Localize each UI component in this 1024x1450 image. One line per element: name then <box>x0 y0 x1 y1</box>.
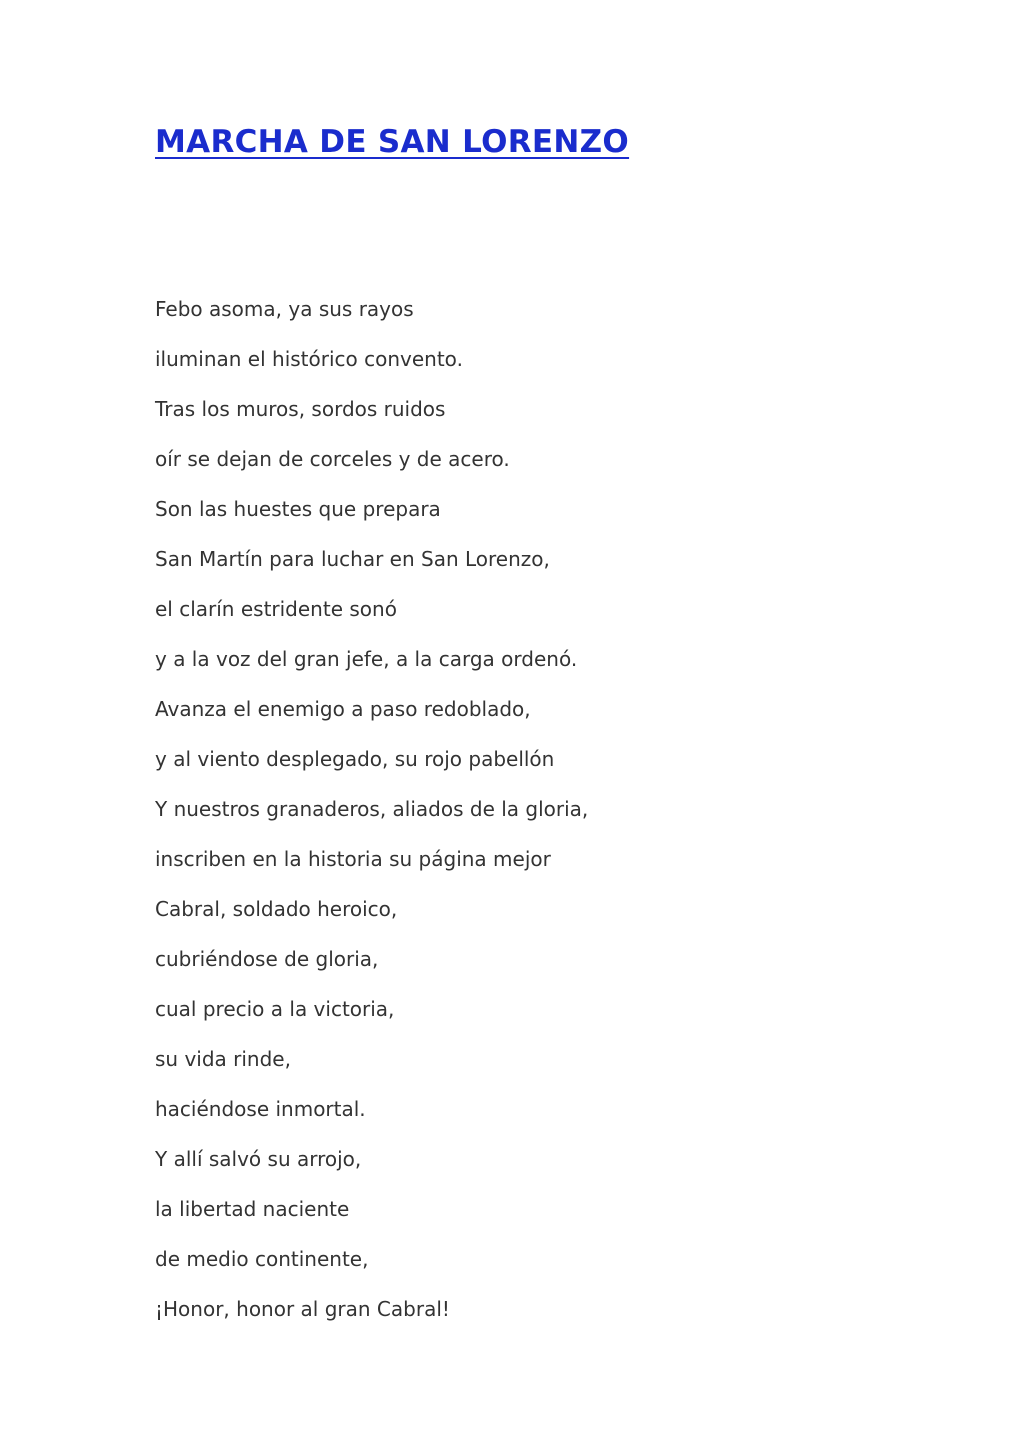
poem-verses <box>155 290 588 1340</box>
verse-line: y a la voz del gran jefe, a la carga ordenó. <box>155 647 578 671</box>
verse-line: Y allí salvó su arrojo, <box>155 1147 362 1171</box>
verse-line: Tras los muros, sordos ruidos <box>155 397 446 421</box>
verse-line: San Martín para luchar en San Lorenzo, <box>155 547 550 571</box>
verse-line: Son las huestes que prepara <box>155 497 441 521</box>
verse-line: Febo asoma, ya sus rayos <box>155 297 414 321</box>
verse-line: y al viento desplegado, su rojo pabellón <box>155 747 555 771</box>
verse-line: de medio continente, <box>155 1247 369 1271</box>
verse-line: Cabral, soldado heroico, <box>155 897 398 921</box>
verse-line: la libertad naciente <box>155 1197 350 1221</box>
verse-line: iluminan el histórico convento. <box>155 347 463 371</box>
verse-line: inscriben en la historia su página mejor <box>155 847 551 871</box>
verse-line: el clarín estridente sonó <box>155 597 397 621</box>
verse-line: cubriéndose de gloria, <box>155 947 379 971</box>
verse-line: cual precio a la victoria, <box>155 997 395 1021</box>
document-title-link[interactable]: MARCHA DE SAN LORENZO <box>155 124 630 160</box>
verse-line: Avanza el enemigo a paso redoblado, <box>155 697 531 721</box>
verse-line: Y nuestros granaderos, aliados de la gloria, <box>155 797 589 821</box>
verse-line: oír se dejan de corceles y de acero. <box>155 447 510 471</box>
verse-line: haciéndose inmortal. <box>155 1097 366 1121</box>
verse-line: ¡Honor, honor al gran Cabral! <box>155 1297 450 1321</box>
verse-line: su vida rinde, <box>155 1047 291 1071</box>
